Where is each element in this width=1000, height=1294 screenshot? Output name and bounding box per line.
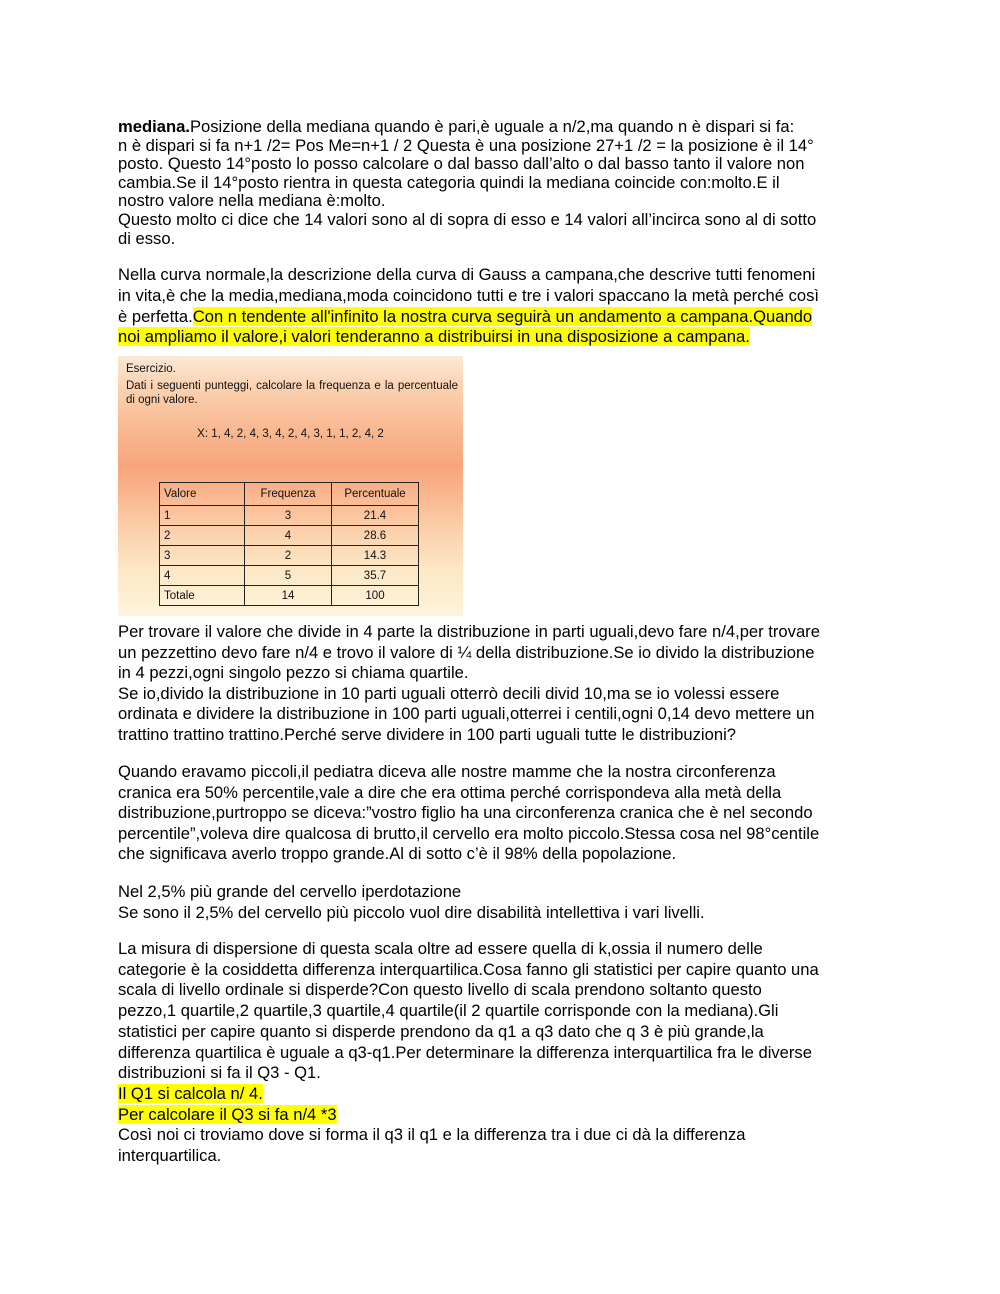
exercise-data: X: 1, 4, 2, 4, 3, 4, 2, 4, 3, 1, 1, 2, 4, 2 — [197, 428, 384, 440]
table-header-row — [160, 483, 419, 506]
bold-term: mediana. — [118, 117, 190, 136]
table-row: 3 2 14.3 — [160, 546, 419, 566]
header-percentuale: Percentuale — [332, 483, 419, 506]
table-row: 1 3 21.4 — [160, 506, 419, 526]
table-row: 4 5 35.7 — [160, 566, 419, 586]
exercise-instructions: Dati i seguenti punteggi, calcolare la frequenza e la percentuale di ogni valore. — [126, 380, 458, 406]
highlighted-text: Per calcolare il Q3 si fa n/4 *3 — [118, 1104, 337, 1124]
paragraph-percentili: Nel 2,5% più grande del cervello iperdotazione Se sono il 2,5% del cervello più piccolo vuol dire disabilità intellettiva i vari livelli. — [118, 882, 705, 922]
paragraph-pediatra: Quando eravamo piccoli,il pediatra diceva alle nostre mamme che la nostra circonferenza cranica era 50% percentile,vale a dire che era ottima perché corrispondeva alla metà della distribuzione,purtroppo se diceva:”vostro figlio ha una circonferenza cranica che è nel secondo percentile”,voleva dire qualcosa di brutto,il cervello era molto piccolo.Stessa cosa nel 98°centile che significava averlo troppo grande.Al di sotto c’è il 98% della popolazione. — [118, 762, 820, 864]
table-row: 2 4 28.6 — [160, 526, 419, 546]
highlighted-text: noi ampliamo il valore,i valori tenderanno a distribuirsi in una disposizione a campana. — [118, 327, 750, 347]
table-row-total: Totale 14 100 — [160, 586, 419, 606]
paragraph-mediana: mediana.Posizione della mediana quando è pari,è uguale a n/2,ma quando n è dispari si fa: n è dispari si fa n+1 /2= Pos Me=n+1 / 2 Questa è una posizione 27+1 /2 = la posizione è il 14° posto. Questo 14°posto lo posso calcolare o dal basso dall’alto o dal basso tanto il valore non cambia.Se il 14°posto rientra in questa categoria quindi la mediana coincide con:molto.E il nostro valore nella mediana è:molto. Questo molto ci dice che 14 valori sono al di sopra di esso e 14 valori all’incirca sono al di sotto di esso. — [118, 117, 817, 248]
paragraph-quartili: Per trovare il valore che divide in 4 parte la distribuzione in parti uguali,devo fare n/4,per trovare un pezzettino devo fare n/4 e trovo il valore di ¼ della distribuzione.Se io divido la distribuzione in 4 pezzi,ogni singolo pezzo si chiama quartile. Se io,divido la distribuzione in 10 parti uguali otterrò decili divid 10,ma se io volessi essere ordinata e dividere la distribuzione in 100 parti uguali,otterrei i centili,ogni 0,14 devo mettere un trattino trattino trattino.Perché serve dividere in 100 parti uguali tutte le distribuzioni? — [118, 622, 820, 744]
paragraph-curva-normale: Nella curva normale,la descrizione della curva di Gauss a campana,che descrive tutti fenomeni in vita,è che la media,mediana,moda coincidono tutti e tre i valori spaccano la metà perché così è perfetta.Con n tendente all'infinito la nostra curva seguirà un andamento a campana.Quando noi ampliamo il valore,i valori tenderanno a distribuirsi in una disposizione a campana. — [118, 265, 820, 347]
highlighted-text: Il Q1 si calcola n/ 4. — [118, 1083, 263, 1103]
frequency-table — [159, 482, 419, 606]
exercise-title: Esercizio. — [126, 363, 176, 375]
highlighted-text: Con n tendente all'infinito la nostra curva seguirà un andamento a campana.Quando — [192, 306, 813, 326]
paragraph-dispersione: La misura di dispersione di questa scala oltre ad essere quella di k,ossia il numero delle categorie è la cosiddetta differenza interquartilica.Cosa fanno gli statistici per capire quanto una scala di livello ordinale si disperde?Con questo livello di scala prendono soltanto questo pezzo,1 quartile,2 quartile,3 quartile,4 quartile(il 2 quartile corrisponde con la mediana).Gli statistici per capire quanto si disperde prendono da q1 a q3 dato che q 3 è più grande,la differenza quartilica è uguale a q3-q1.Per determinare la differenza interquartilica fra le diverse distribuzioni si fa il Q3 - Q1. Il Q1 si calcola n/ 4. Per calcolare il Q3 si fa n/4 *3 Così noi ci troviamo dove si forma il q3 il q1 e la differenza tra i due ci dà la differenza interquartilica. — [118, 939, 819, 1166]
header-valore: Valore — [160, 483, 245, 506]
header-frequenza: Frequenza — [245, 483, 332, 506]
exercise-image — [118, 356, 463, 616]
